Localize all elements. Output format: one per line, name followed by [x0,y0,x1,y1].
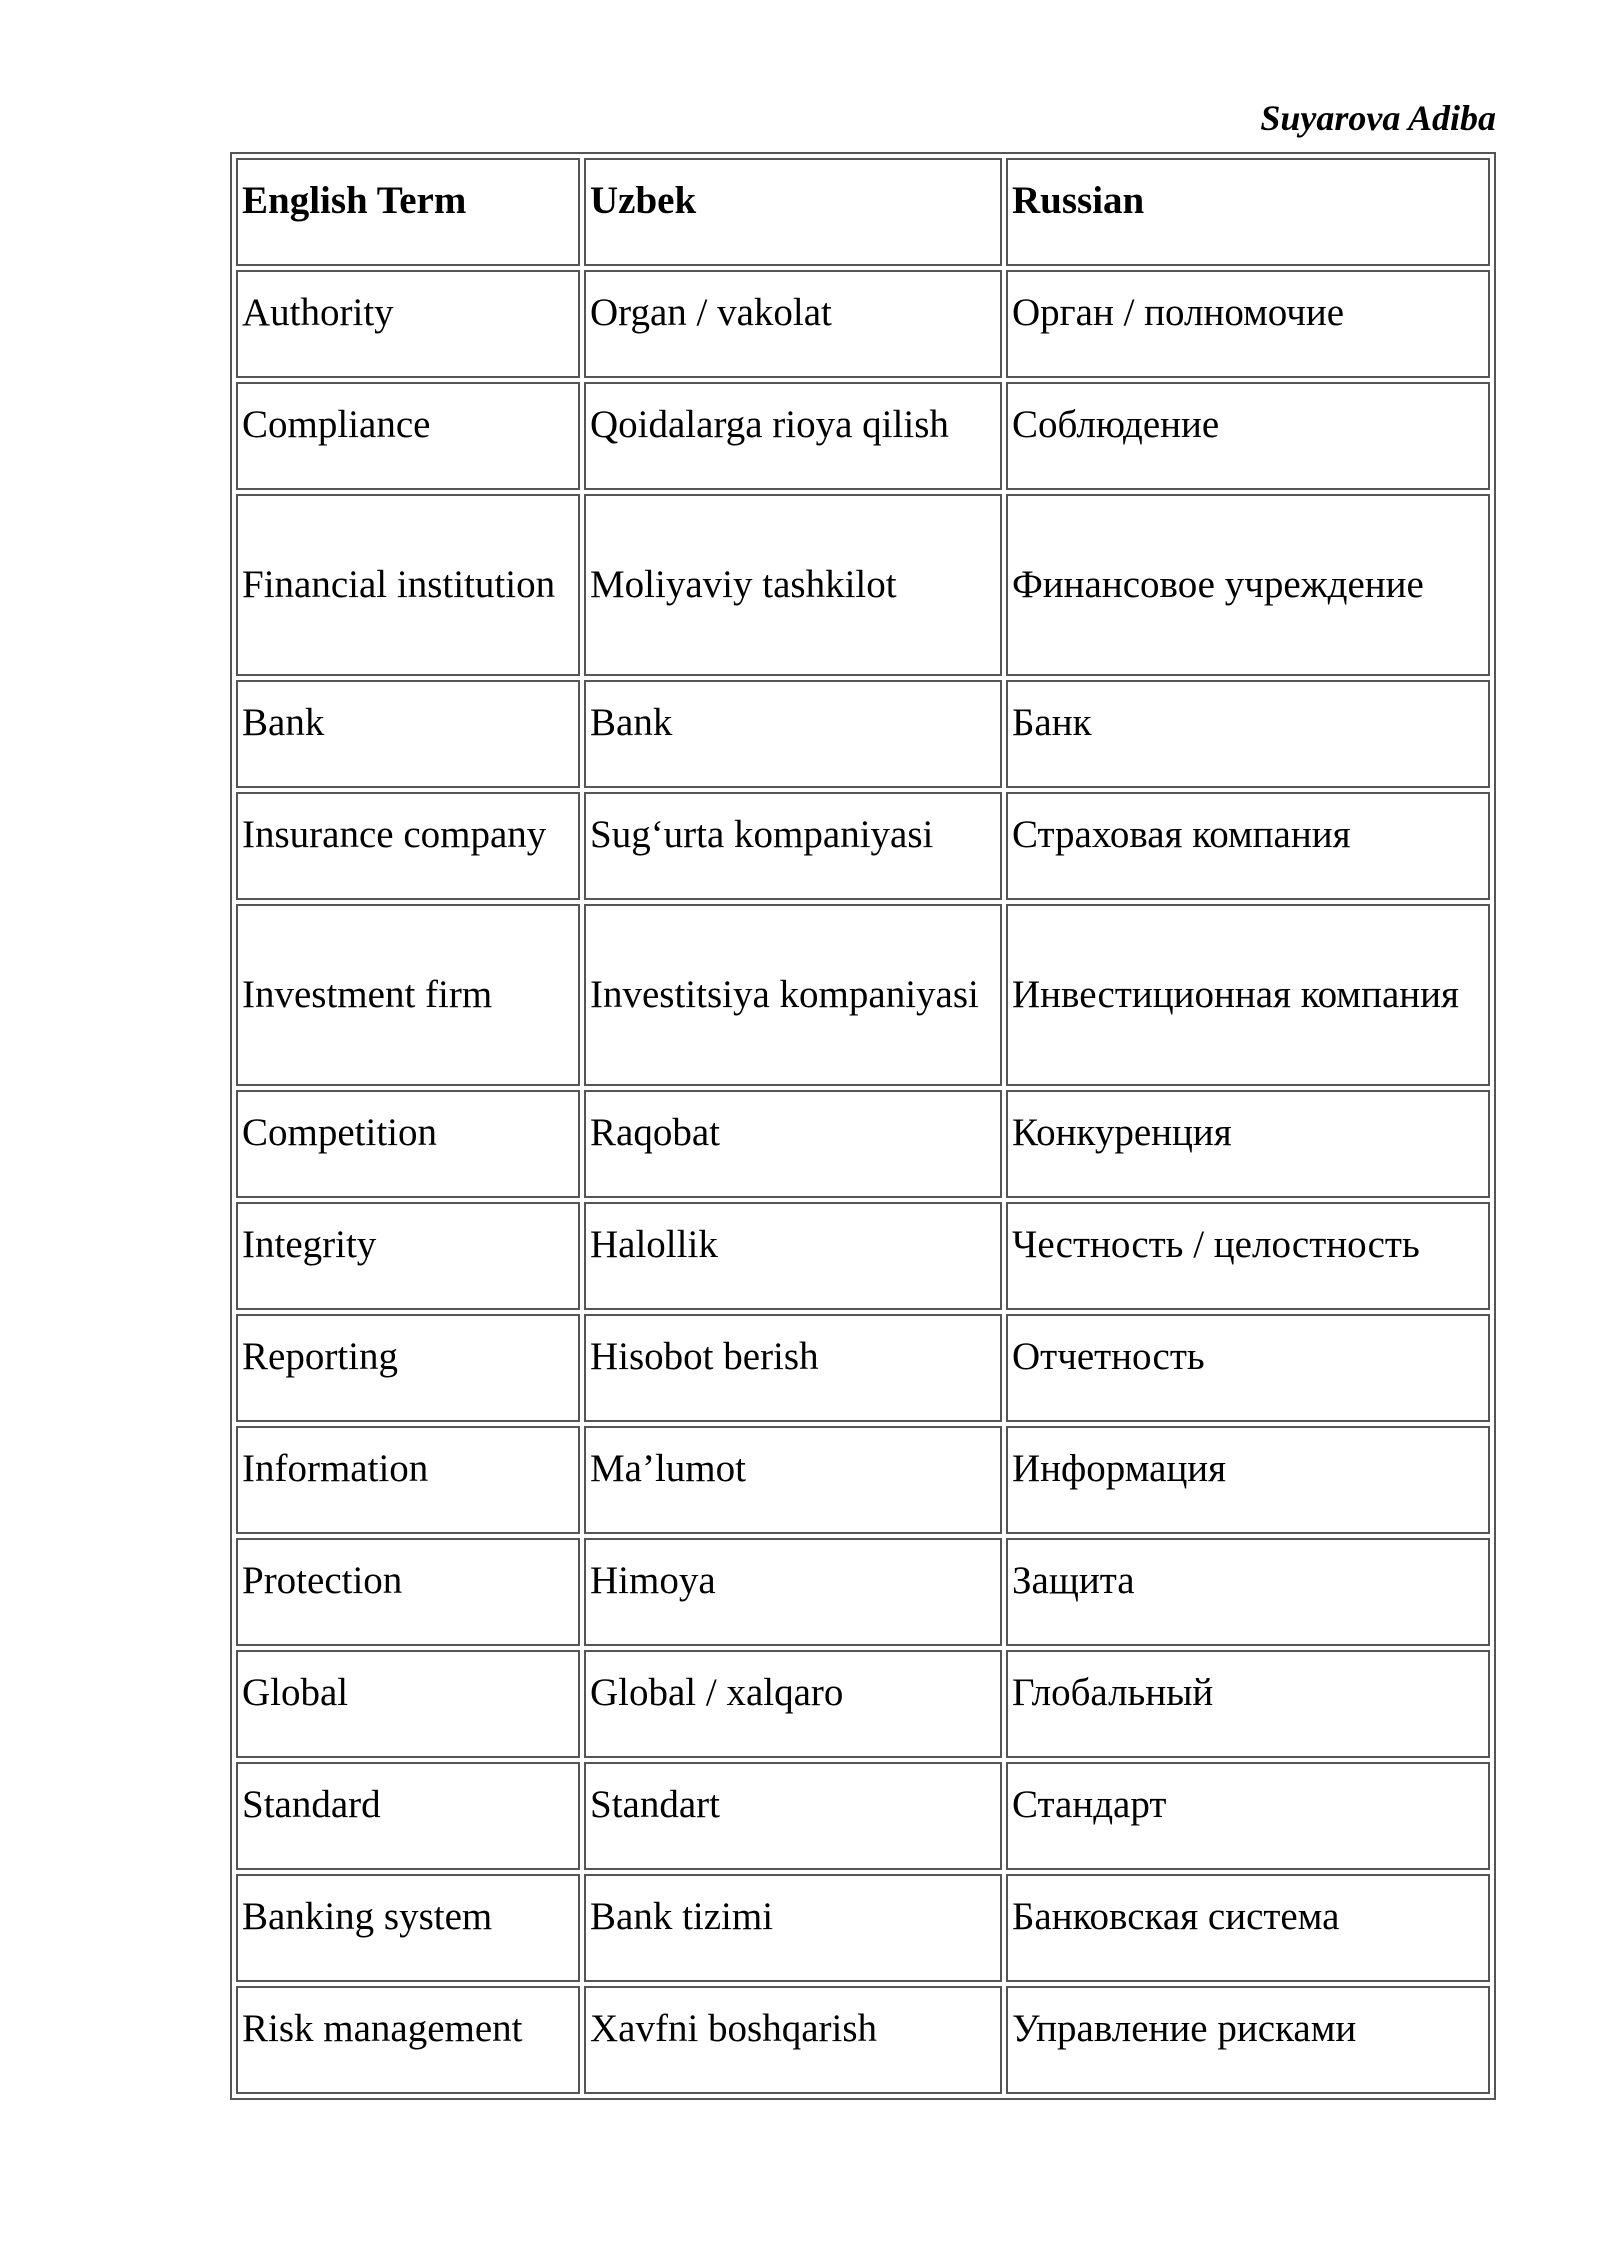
table-row [236,1202,1490,1310]
cell-russian: Конкуренция [1006,1090,1490,1198]
table-row [236,382,1490,490]
table-row [236,1090,1490,1198]
cell-russian: Стандарт [1006,1762,1490,1870]
cell-english: Standard [236,1762,580,1870]
cell-uzbek: Ma’lumot [584,1426,1002,1534]
cell-russian: Управление рисками [1006,1986,1490,2094]
cell-english: Global [236,1650,580,1758]
cell-russian: Честность / целостность [1006,1202,1490,1310]
cell-english: Risk management [236,1986,580,2094]
cell-russian: Глобальный [1006,1650,1490,1758]
column-header-english: English Term [236,158,580,266]
table-row [236,494,1490,676]
cell-english: Reporting [236,1314,580,1422]
cell-english: Protection [236,1538,580,1646]
cell-english: Authority [236,270,580,378]
table-row [236,1426,1490,1534]
cell-uzbek: Hisobot berish [584,1314,1002,1422]
cell-russian: Защита [1006,1538,1490,1646]
cell-english: Investment firm [236,904,580,1086]
cell-english: Financial institution [236,494,580,676]
cell-russian: Банк [1006,680,1490,788]
cell-uzbek: Moliyaviy tashkilot [584,494,1002,676]
column-header-russian: Russian [1006,158,1490,266]
cell-english: Bank [236,680,580,788]
cell-uzbek: Raqobat [584,1090,1002,1198]
cell-english: Compliance [236,382,580,490]
cell-english: Competition [236,1090,580,1198]
table-row [236,792,1490,900]
cell-uzbek: Halollik [584,1202,1002,1310]
cell-russian: Страховая компания [1006,792,1490,900]
cell-uzbek: Himoya [584,1538,1002,1646]
cell-russian: Финансовое учреждение [1006,494,1490,676]
cell-russian: Орган / полномочие [1006,270,1490,378]
table-row [236,270,1490,378]
cell-uzbek: Bank tizimi [584,1874,1002,1982]
terms-table [230,152,1496,2100]
cell-russian: Соблюдение [1006,382,1490,490]
cell-uzbek: Qoidalarga rioya qilish [584,382,1002,490]
table-row [236,1874,1490,1982]
table-row [236,1538,1490,1646]
table-row [236,904,1490,1086]
column-header-uzbek: Uzbek [584,158,1002,266]
cell-english: Integrity [236,1202,580,1310]
cell-uzbek: Investitsiya kompaniyasi [584,904,1002,1086]
table-row [236,1650,1490,1758]
cell-uzbek: Global / xalqaro [584,1650,1002,1758]
cell-russian: Отчетность [1006,1314,1490,1422]
cell-uzbek: Organ / vakolat [584,270,1002,378]
cell-uzbek: Xavfni boshqarish [584,1986,1002,2094]
table-row [236,680,1490,788]
cell-english: Information [236,1426,580,1534]
cell-uzbek: Standart [584,1762,1002,1870]
table-header-row [236,158,1490,266]
table-row [236,1762,1490,1870]
table-row [236,1986,1490,2094]
table-row [236,1314,1490,1422]
cell-uzbek: Bank [584,680,1002,788]
cell-russian: Информация [1006,1426,1490,1534]
cell-russian: Инвестиционная компания [1006,904,1490,1086]
cell-english: Banking system [236,1874,580,1982]
cell-russian: Банковская система [1006,1874,1490,1982]
cell-english: Insurance company [236,792,580,900]
author-name: Suyarova Adiba [1260,98,1496,138]
cell-uzbek: Sug‘urta kompaniyasi [584,792,1002,900]
terms-table-container [230,152,1492,2100]
